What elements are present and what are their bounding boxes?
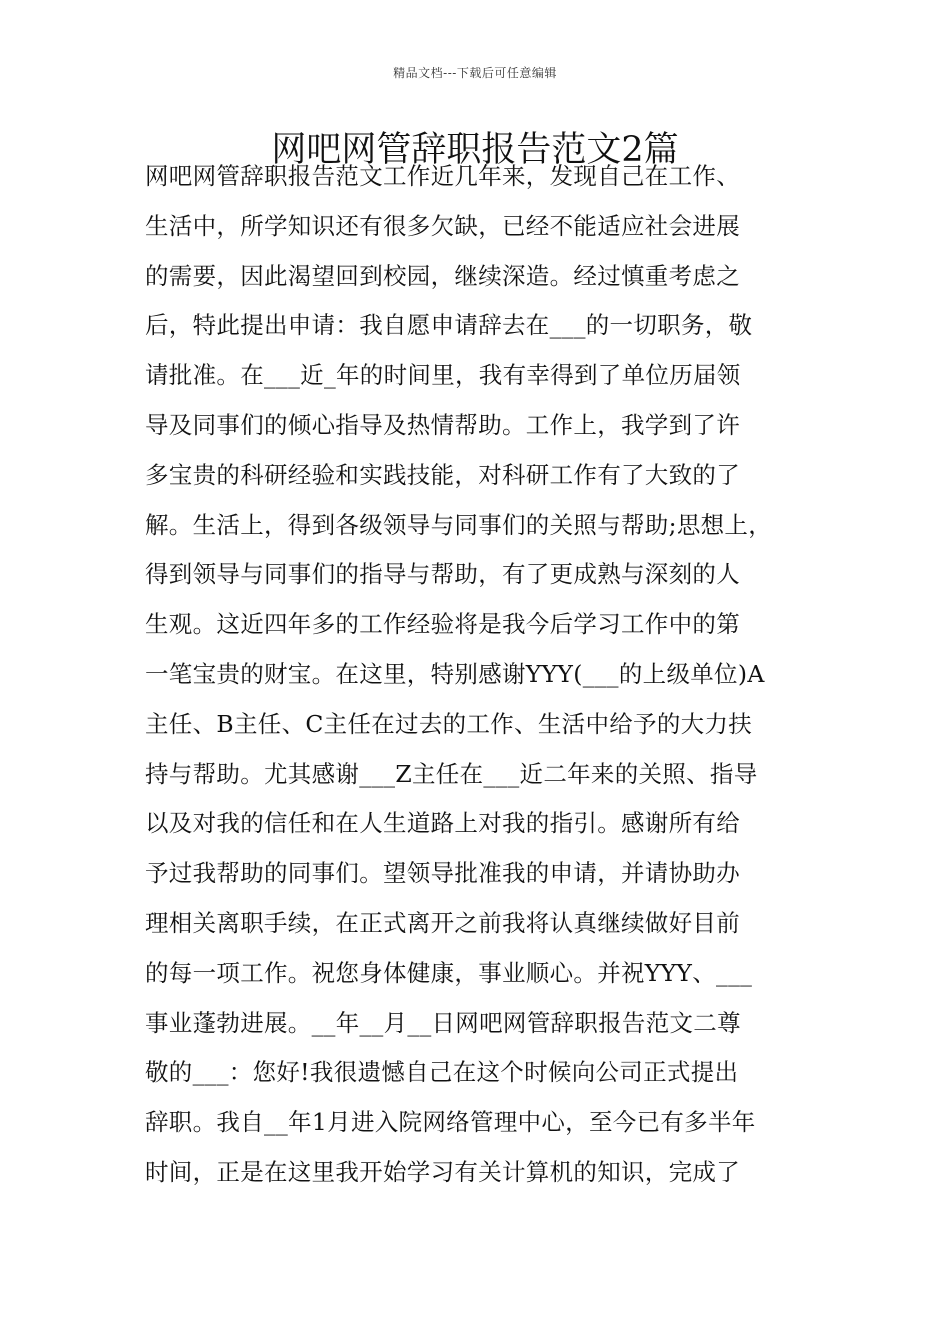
body-line: 得到领导与同事们的指导与帮助，有了更成熟与深刻的人 <box>145 560 740 589</box>
body-line: 予过我帮助的同事们。望领导批准我的申请，并请协助办 <box>145 859 740 888</box>
body-line: 主任、B主任、C主任在过去的工作、生活中给予的大力扶 <box>145 709 753 738</box>
body-line: 以及对我的信任和在人生道路上对我的指引。感谢所有给 <box>145 809 740 838</box>
body-line: 理相关离职手续，在正式离开之前我将认真继续做好目前 <box>145 908 740 937</box>
body-line: 生活中，所学知识还有很多欠缺，已经不能适应社会进展 <box>145 211 740 240</box>
body-line: 解。生活上，得到各级领导与同事们的关照与帮助;思想上， <box>145 510 773 539</box>
body-line: 多宝贵的科研经验和实践技能，对科研工作有了大致的了 <box>145 460 740 489</box>
body-line: 敬的___：您好!我很遗憾自己在这个时候向公司正式提出 <box>145 1058 739 1087</box>
body-line: 请批准。在___近_年的时间里，我有幸得到了单位历届领 <box>145 361 741 390</box>
body-line: 一笔宝贵的财宝。在这里，特别感谢YYY(___的上级单位)A <box>145 659 765 688</box>
header-note: 精品文档---下载后可任意编辑 <box>393 66 557 80</box>
body-line: 时间，正是在这里我开始学习有关计算机的知识，完成了 <box>145 1157 740 1186</box>
body-line: 事业蓬勃进展。__年__月__日网吧网管辞职报告范文二尊 <box>145 1008 741 1037</box>
body-line: 辞职。我自__年1月进入院网络管理中心，至今已有多半年 <box>145 1108 756 1137</box>
body-line: 网吧网管辞职报告范文工作近几年来，发现自己在工作、 <box>145 162 740 190</box>
body-line: 导及同事们的倾心指导及热情帮助。工作上，我学到了许 <box>145 410 740 439</box>
body-line: 后，特此提出申请：我自愿申请辞去在___的一切职务，敬 <box>145 311 753 340</box>
body-line: 的需要，因此渴望回到校园，继续深造。经过慎重考虑之 <box>145 261 740 290</box>
body-text <box>145 152 815 1198</box>
body-line: 持与帮助。尤其感谢___Z主任在___近二年来的关照、指导 <box>145 759 758 788</box>
document-title: 网吧网管辞职报告范文2篇 <box>271 130 679 170</box>
body-line: 的每一项工作。祝您身体健康，事业顺心。并祝YYY、___ <box>145 958 753 987</box>
body-line: 生观。这近四年多的工作经验将是我今后学习工作中的第 <box>145 610 740 639</box>
